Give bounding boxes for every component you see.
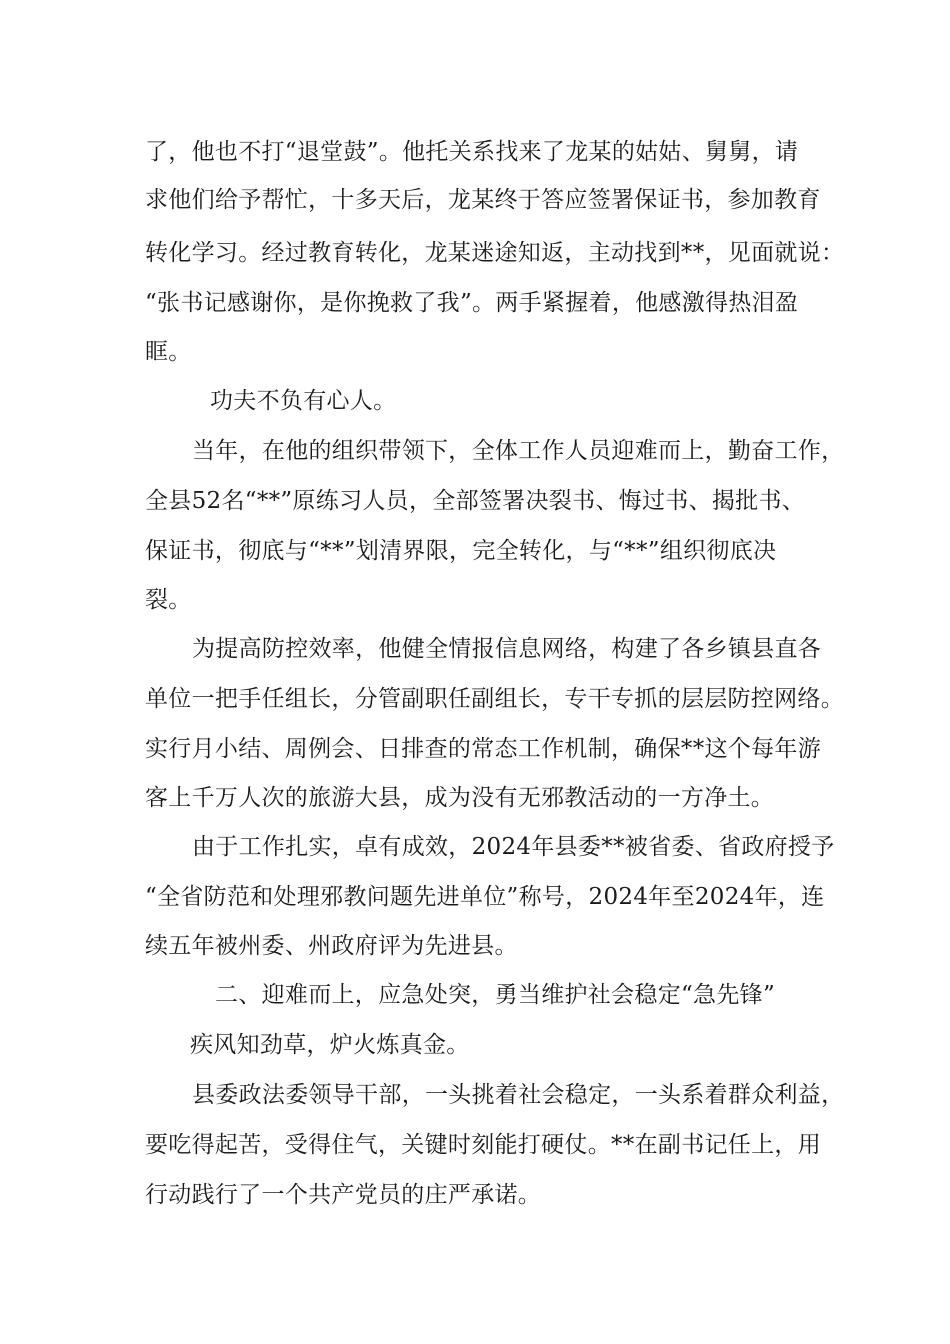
paragraph-line: 由于工作扎实，卓有成效，2024年县委**被省委、省政府授予 [192, 834, 835, 860]
paragraph-line: 裂。 [145, 587, 192, 613]
paragraph-line: 转化学习。经过教育转化，龙某迷途知返，主动找到**，见面就说： [145, 240, 845, 266]
paragraph-line: 实行月小结、周例会、日排查的常态工作机制，确保**这个每年游 [145, 736, 821, 762]
section-heading: 二、迎难而上，应急处突，勇当维护社会稳定“急先锋” [215, 982, 776, 1008]
paragraph-line: “全省防范和处理邪教问题先进单位”称号，2024年至2024年，连 [145, 884, 825, 910]
paragraph-line: 要吃得起苦，受得住气，关键时刻能打硬仗。**在副书记任上，用 [145, 1132, 821, 1158]
paragraph-line: 行动践行了一个共产党员的庄严承诺。 [145, 1182, 542, 1208]
paragraph-line: “张书记感谢你，是你挽救了我”。两手紧握着，他感激得热泪盈 [145, 290, 799, 316]
paragraph-line: 为提高防控效率，他健全情报信息网络，构建了各乡镇县直各 [192, 636, 822, 662]
paragraph-line: 续五年被州委、州政府评为先进县。 [145, 933, 518, 959]
paragraph-line: 县委政法委领导干部，一头挑着社会稳定，一头系着群众利益， [192, 1082, 845, 1108]
paragraph-line: 眶。 [145, 339, 192, 365]
section-phrase: 功夫不负有心人。 [210, 388, 397, 414]
paragraph-line: 了，他也不打“退堂鼓”。他托关系找来了龙某的姑姑、舅舅，请 [145, 139, 799, 165]
paragraph-line: 全县52名“**”原练习人员，全部签署决裂书、悔过书、揭批书、 [145, 488, 806, 514]
paragraph-line: 求他们给予帮忙，十多天后，龙某终于答应签署保证书，参加教育 [145, 187, 821, 213]
section-phrase: 疾风知劲草，炉火炼真金。 [190, 1032, 470, 1058]
paragraph-line: 当年，在他的组织带领下，全体工作人员迎难而上，勤奋工作， [192, 438, 845, 464]
paragraph-line: 单位一把手任组长，分管副职任副组长，专干专抓的层层防控网络。 [145, 686, 844, 712]
paragraph-line: 保证书，彻底与“**”划清界限，完全转化，与“**”组织彻底决 [145, 538, 777, 564]
paragraph-line: 客上千万人次的旅游大县，成为没有无邪教活动的一方净土。 [145, 785, 775, 811]
